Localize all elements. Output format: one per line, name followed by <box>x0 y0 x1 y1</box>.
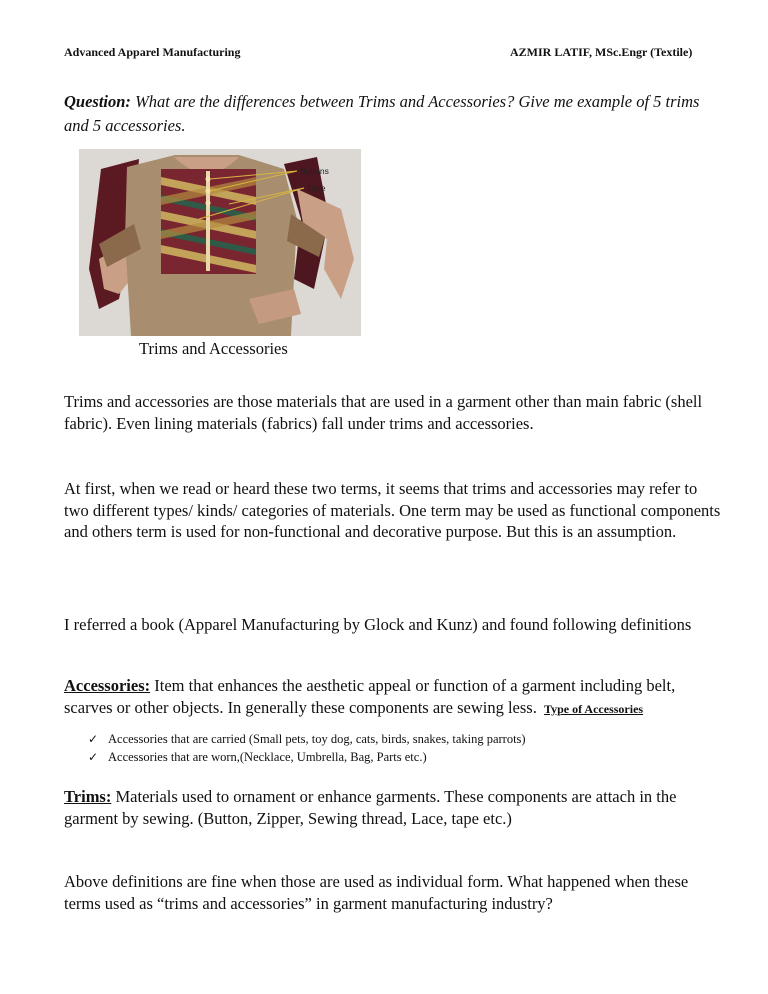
list-item <box>88 730 526 748</box>
garment-photo <box>79 149 361 336</box>
checkmark-icon: ✓ <box>88 732 99 746</box>
list-item-text: Accessories that are worn,(Necklace, Umbrella, Bag, Parts etc.) <box>108 750 427 764</box>
trims-definition-text: Materials used to ornament or enhance garments. These components are attach in the garment by sewing. (Button, Zipper, Sewing thread, Lace, tape etc.) <box>64 787 677 828</box>
accessories-definition-text: Item that enhances the aesthetic appeal or function of a garment including belt, scarves or other objects. In generally these components are sewing less. <box>64 676 676 717</box>
list-item-text: Accessories that are carried (Small pets, toy dog, cats, birds, snakes, taking parrots) <box>108 732 526 746</box>
type-of-accessories-heading: Type of Accessories <box>543 701 644 716</box>
question <box>64 90 714 138</box>
list-item <box>88 748 526 766</box>
figure-label-tape: Tape <box>307 183 326 193</box>
paragraph-reference: I referred a book (Apparel Manufacturing by Glock and Kunz) and found following definitions <box>64 615 692 634</box>
question-text: What are the differences between Trims and Accessories? Give me example of 5 trims and 5 accessories. <box>64 92 700 135</box>
figure-caption: Trims and Accessories <box>139 339 288 358</box>
paragraph-intro: Trims and accessories are those materials that are used in a garment other than main fabric (shell fabric). Even lining materials (fabrics) fall under trims and accessories. <box>64 392 703 433</box>
header-title: Advanced Apparel Manufacturing <box>64 45 241 59</box>
paragraph-assumption: At first, when we read or heard these two terms, it seems that trims and accessories may refer to two different types/ kinds/ categories of materials. One term may be used as functional components and others term is used for non-functional and decorative purpose. But this is an assumption. <box>64 479 721 541</box>
question-label: Question: <box>64 92 131 111</box>
figure-label-buttons: Buttons <box>300 166 329 176</box>
accessories-definition <box>64 675 724 720</box>
trims-definition <box>64 786 724 829</box>
garment-illustration <box>79 149 361 336</box>
accessories-term: Accessories: <box>64 676 151 695</box>
paragraph-closing-question: Above definitions are fine when those are used as individual form. What happened when these terms used as “trims and accessories” in garment manufacturing industry? <box>64 872 689 913</box>
accessories-type-list <box>88 730 526 766</box>
header-author: AZMIR LATIF, MSc.Engr (Textile) <box>510 45 693 59</box>
trims-term: Trims: <box>64 787 112 806</box>
checkmark-icon: ✓ <box>88 750 99 764</box>
